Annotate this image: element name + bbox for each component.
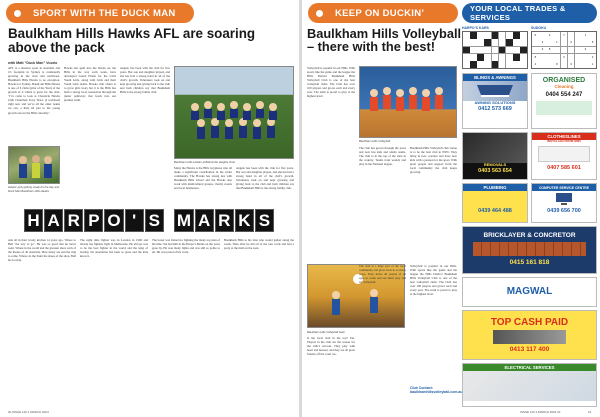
plumbing-spacer xyxy=(463,191,527,207)
clotheslines-header: CLOTHESLINES xyxy=(532,133,596,140)
banner-letter: K xyxy=(235,209,254,232)
banner-letter: P xyxy=(84,209,103,232)
action-photo-caption: Baulkham Hills Volleyball team xyxy=(307,330,346,334)
harpos-column-2: The eight time fighter was in London in 1906 and mostly the fighters fight in Melbourne. He always was to be the best fighter in the world and the king of boxing. No Australian has been so great and the kids know it. xyxy=(80,238,148,259)
plumbing-header: PLUMBING xyxy=(463,184,527,191)
banner-letter: S xyxy=(145,209,164,232)
banner-letter: S xyxy=(255,209,274,232)
page-number-right: ISSUE 110 1 MARCH 2024 21 xyxy=(520,410,561,414)
banner-letter: M xyxy=(174,209,193,232)
computer-phone[interactable]: 0439 656 700 xyxy=(547,208,581,214)
blinds-awnings-ad xyxy=(462,73,528,129)
cash-title: TOP CASH PAID xyxy=(490,317,569,328)
section-title: KEEP ON DUCKIN’ xyxy=(335,7,425,19)
banner-letter: R xyxy=(64,209,83,232)
blinds-phone[interactable]: 0412 573 669 xyxy=(478,105,512,112)
volleyball-column-1: Volleyball is popular in our Hills. With sports like the game and the league the Hills District Baulkham Hills Volleyball Club is one of the best volleyball clubs. The Club has over 100 players and grows each and every year. The team is proud to play at the highest level. xyxy=(307,66,355,99)
removals-title: REMOVALS xyxy=(483,162,507,167)
bricklayer-phone[interactable]: 0415 161 818 xyxy=(509,259,550,266)
removals-phone[interactable]: 0403 563 654 xyxy=(478,167,512,174)
puzzle-title: HARPO’S KARS xyxy=(462,26,489,30)
organised-cleaning-ad xyxy=(531,73,597,129)
section-title: YOUR LOCAL TRADES & SERVICES xyxy=(470,4,566,22)
volleyball-column-4: Is the local club in the top? Yes. Players in the club are the reason for the club’s success. They play with heart and honour, and they are all great friends off the court too. xyxy=(307,336,355,357)
electrical-image xyxy=(463,371,596,401)
article-column-1: AFL is a massive sport in Australia and it’s footprint in Sydney is continually growing in the west and northwest. Baulkham Hills Hawks is no exception. Hawks for Sydney. Baulk am Hills Hawks is one of 6 clubs (pilot of the Year) of the growth of it which is great for the club. ‘I’ve come to look at Chronicle Hawks Club Chairman Tony Shad, (I revisited) right now and we’re all the other teams we can, a little bit just to the young growth area in the Hills currently.‘ xyxy=(8,66,60,115)
car-image xyxy=(493,330,566,344)
removals-image xyxy=(463,133,527,163)
volleyball-column-3: Baulkham Hills Volleyball club vision is to be the best club in NSW. They bring in new coaches and have new kids with a passion for the sport. With great people and support from the local community the club keeps growing. xyxy=(410,146,457,175)
page-number-far-right: 21 xyxy=(588,410,592,414)
computer-header: COMPUTER SERVICE CENTRE xyxy=(532,184,596,191)
banner-letter: A xyxy=(44,209,63,232)
magwal-ad xyxy=(462,277,597,307)
article-column-2: Hawks last spell into the Ducks on, the Hills in the way each week, have developed Grand Finals for the U16s Youth Girls, along with Girls and their Youth Girls teams. Hawks club vision is to grow girls footy but it is the Hills has built a strong local connection through the junior pathways that feeds into our premier team. xyxy=(64,66,116,103)
computer-icon xyxy=(532,191,596,207)
puzzle2-title: SUDOKU xyxy=(531,26,547,30)
bricklayer-ad xyxy=(462,226,597,274)
volleyball-photo-caption: Baulkham Hills Volleyball xyxy=(359,139,391,143)
article-headline: Baulkham Hills Hawks AFL are soaring above the pack xyxy=(8,26,256,56)
electrical-header: ELECTRICAL SERVICES xyxy=(463,364,596,371)
volleyball-headline: Baulkham Hills Volleyball – there with the best! xyxy=(307,26,462,55)
harpos-marks-banner xyxy=(24,209,274,233)
hawks-team-photo xyxy=(174,66,294,159)
hawks-girls-photo xyxy=(8,146,60,184)
crossword-grid xyxy=(462,31,528,69)
banner-letter: R xyxy=(215,209,234,232)
photo-caption: Hawks’ girls getting ready for the day and Duck Man Baulkham Hills Hawks xyxy=(8,185,60,193)
removals-ad xyxy=(462,132,528,180)
blinds-brand: AWNING SOLUTIONS xyxy=(474,100,516,105)
duck-bullet-icon xyxy=(316,10,323,17)
organised-title: ORGANISED xyxy=(542,77,586,84)
page-number-left: 20 ISSUE 110 1 MARCH 2024 xyxy=(8,410,49,414)
volleyball-column-2: The club has grown through the years and now has kids and adults teams. The club is in the top of the state in the country. Teams train weekly and play in the National league. xyxy=(359,146,406,167)
volleyball-column-5: The club is a huge part of the local community and gives back in so many ways. They invite all people of all ages to come and see them play and try volleyball. xyxy=(359,264,406,285)
article-byline: with Matt “Duck Man” Vuorio xyxy=(8,61,58,65)
clotheslines-ad xyxy=(531,132,597,180)
harpos-column-3: The boxer was famed for fighting the many top men of his time. We had him in the Harpo’s Marks on the years gone by. He won many fights and was still so polite to all. He was proud of his work. xyxy=(152,238,220,255)
volleyball-column-6: Volleyball is popular in our Hills. With sports like the game and the league the Hills District Baulkham Hills Volleyball Club is one of the best volleyball clubs. The Club has over 100 players and grows each and every year. The team is proud to play at the highest level. xyxy=(410,264,457,297)
trades-section-header xyxy=(462,3,597,23)
magwal-title: MAGWAL xyxy=(506,286,553,297)
clothesline-image xyxy=(538,146,590,162)
duck-bullet-icon xyxy=(14,10,21,17)
plumbing-ad xyxy=(462,183,528,223)
harpos-column-4: Baulkham Hills to his fans who would gather along the roads. Then after he did all of the tour work and had a party at the mall on the west. xyxy=(224,238,294,251)
cleaning-image xyxy=(536,101,592,115)
keep-on-duckin-header xyxy=(308,3,458,23)
computer-service-ad xyxy=(531,183,597,223)
blinds-header: BLINDS & AWNINGS xyxy=(463,74,527,81)
organised-sub: Cleaning xyxy=(554,84,574,89)
sudoku-grid: 5 3 7 1 6 1 9 5 9 8 6 8 6 3 4 8 3 1 xyxy=(531,31,597,69)
team-photo-caption: Baulkham Hills Hawks at Balcombe Heights Oval xyxy=(174,160,235,164)
electrical-ad xyxy=(462,363,597,407)
section-title: SPORT WITH THE DUCK MAN xyxy=(33,7,176,19)
banner-letter: H xyxy=(24,209,43,232)
banner-letter: O xyxy=(104,209,123,232)
top-cash-ad xyxy=(462,310,597,360)
clotheslines-sub: INSTALLED FROM $395 xyxy=(547,139,581,143)
harpos-column-1: Ask all in their lovely kitchen 14 years ago. Where to Bell ‘the way to go’. He was so good that he never went. Where in the world and the greatest show each of the Rodeo of all Australia. How many are and the ring to come. Where do the Saint the shoes of the shop. Bell he is ready. xyxy=(8,238,76,263)
awning-image xyxy=(463,81,527,101)
cash-phone[interactable]: 0413 117 400 xyxy=(509,346,550,353)
article-column-5: Angelo has been with the club for five years. Her son and daughter played, and she has had a strong hand in all of the club’s growth. Volunteers took on and kept growing and giving back to the club and both children say that Baulkham Hills is the strong family club. xyxy=(236,166,294,191)
volleyball-team-photo xyxy=(359,66,457,138)
banner-letter: A xyxy=(195,209,214,232)
club-contact: Club Contact: baulkhamhillsvolleyball.com.au xyxy=(410,386,463,394)
sport-section-header xyxy=(6,3,194,23)
banner-letter: ' xyxy=(125,209,144,232)
plumbing-phone[interactable]: 0439 464 488 xyxy=(478,208,512,214)
article-column-3: Angelo has been with the club for five years. Her son and daughter played, and she has had a strong hand in all of the club’s growth. Volunteers took on and kept growing and giving back to the club and both children say that Baulkham Hills is the strong family club. xyxy=(120,66,170,95)
article-column-4: Many the Hawks is the Hills Gryphons who all make a significant contribution in the wider community. The Hawks has strong ties with Baulkham Hills school and the Hawks also work with multicultural groups, charity events and local businesses. xyxy=(174,166,232,191)
bricklayer-title: BRICKLAYER & CONCRETOR xyxy=(483,232,576,239)
brick-image xyxy=(473,242,586,256)
clotheslines-phone[interactable]: 0407 585 601 xyxy=(547,164,581,171)
page-gutter xyxy=(299,0,302,417)
organised-phone[interactable]: 0404 554 247 xyxy=(545,92,583,98)
